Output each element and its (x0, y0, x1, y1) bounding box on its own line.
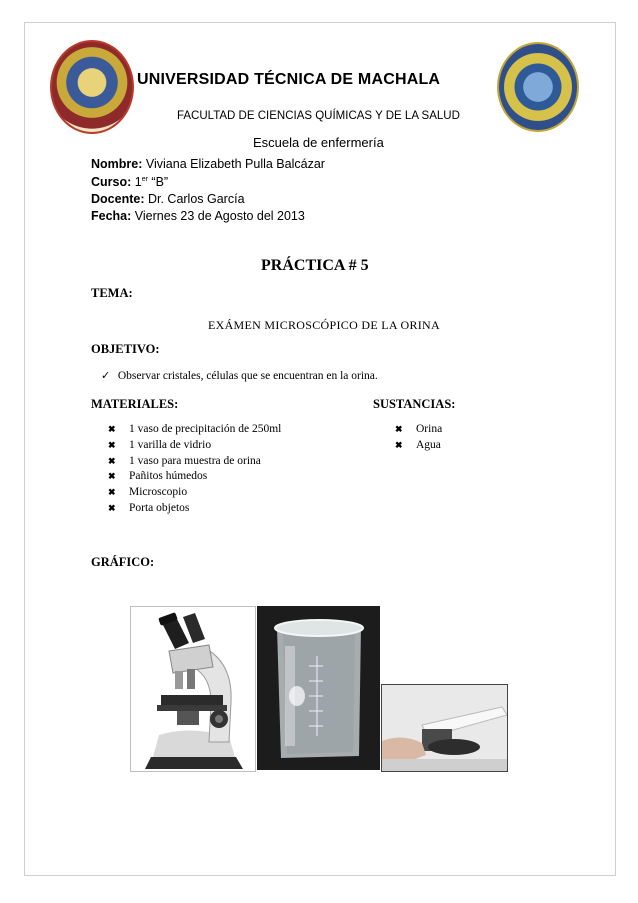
sustancias-heading: SUSTANCIAS: (373, 397, 456, 411)
materiales-list (108, 422, 281, 517)
nombre-value: Viviana Elizabeth Pulla Balcázar (145, 157, 325, 171)
objetivo-text: Observar cristales, células que se encuentran en la orina. (117, 370, 378, 382)
beaker-photo (257, 606, 380, 770)
cross-bullet-icon: ✖ (108, 439, 116, 450)
cross-bullet-icon: ✖ (108, 471, 116, 482)
tema-text: EXÁMEN MICROSCÓPICO DE LA ORINA (208, 318, 440, 332)
cross-bullet-icon: ✖ (108, 455, 116, 466)
info-curso (91, 175, 168, 189)
microscope-photo (130, 606, 256, 772)
material-label: 1 varilla de vidrio (129, 438, 212, 451)
fecha-label: Fecha: (91, 209, 132, 223)
university-title: UNIVERSIDAD TÉCNICA DE MACHALA (137, 71, 441, 88)
curso-label: Curso: (91, 175, 132, 189)
material-label: Pañitos húmedos (129, 470, 208, 483)
info-fecha (91, 209, 305, 223)
objetivo-heading: OBJETIVO: (91, 342, 160, 356)
materiales-heading: MATERIALES: (91, 397, 179, 411)
sustancias-list (395, 422, 442, 454)
sustancia-label: Agua (416, 438, 441, 451)
objetivo-item (101, 369, 378, 382)
curso-sup: er (141, 175, 148, 183)
list-item (108, 454, 281, 470)
faculty-title: FACULTAD DE CIENCIAS QUÍMICAS Y DE LA SALUD (177, 110, 460, 122)
university-seal-logo (50, 40, 134, 134)
material-label: Porta objetos (129, 501, 190, 514)
nombre-label: Nombre: (91, 157, 143, 171)
material-label: 1 vaso de precipitación de 250ml (129, 423, 282, 435)
list-item (395, 438, 442, 454)
practica-title: PRÁCTICA # 5 (261, 257, 369, 274)
microscope-slide-icon (382, 685, 507, 771)
curso-num: 1 (134, 175, 142, 189)
docente-value: Dr. Carlos García (147, 192, 245, 206)
list-item (395, 422, 442, 438)
list-item (108, 485, 281, 501)
fecha-value: Viernes 23 de Agosto del 2013 (134, 209, 305, 223)
sustancia-label: Orina (416, 423, 443, 435)
cross-bullet-icon: ✖ (395, 424, 403, 434)
list-item (108, 469, 281, 485)
docente-label: Docente: (91, 192, 145, 206)
slide-on-stage-photo (381, 684, 508, 772)
checkmark-icon: ✓ (101, 370, 111, 382)
microscope-icon (131, 607, 255, 771)
info-docente (91, 192, 245, 206)
cross-bullet-icon: ✖ (108, 487, 116, 498)
curso-rest: “B” (147, 175, 169, 189)
cross-bullet-icon: ✖ (108, 502, 116, 513)
grafico-heading: GRÁFICO: (91, 555, 155, 569)
tema-heading: TEMA: (91, 286, 133, 300)
list-item (108, 422, 281, 438)
list-item (108, 501, 281, 517)
material-label: 1 vaso para muestra de orina (129, 454, 261, 467)
school-title: Escuela de enfermería (253, 135, 384, 150)
beaker-icon (257, 606, 380, 770)
info-nombre (91, 157, 325, 171)
cross-bullet-icon: ✖ (108, 424, 116, 434)
material-label: Microscopio (129, 486, 188, 499)
list-item (108, 438, 281, 454)
cross-bullet-icon: ✖ (395, 439, 403, 450)
nursing-school-logo (497, 42, 579, 132)
